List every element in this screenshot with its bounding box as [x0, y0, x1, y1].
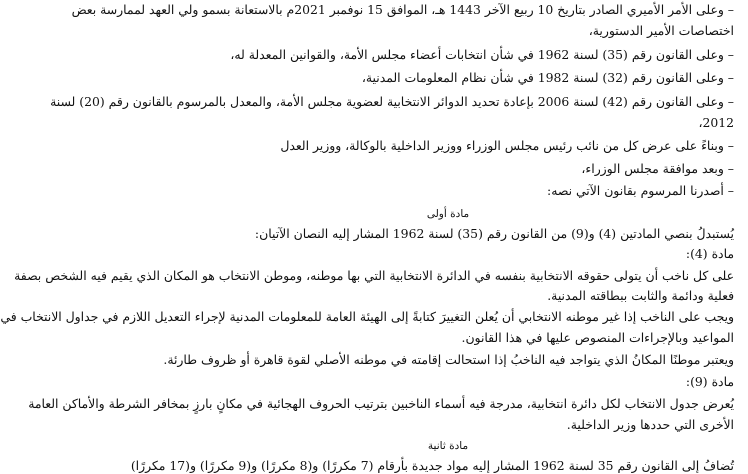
- article-label: مادة (9):: [685, 374, 734, 389]
- article-intro: يُستبدلُ بنصي المادتين (4) و(9) من القانون رقم (35) لسنة 1962 المشار إليه النصان الآتيان:: [254, 226, 734, 241]
- paragraph-line: الأخرى التي حددها وزير الداخلية.: [566, 417, 734, 432]
- preamble-line: – أصدرنا المرسوم بقانون الآتي نصه:: [547, 183, 734, 198]
- article-heading: مادة ثانية: [427, 440, 469, 452]
- paragraph-line: يُعرض جدول الانتخاب لكل دائرة انتخابية، مدرجة فيه أسماء الناخبين بترتيب الحروف الهجائية في مكانٍ بارزٍ بمخافر الشرطة والأماكن العامة: [28, 396, 734, 411]
- paragraph-line: المواعيد وبالإجراءات المنصوص عليها في هذا القانون.: [461, 330, 734, 345]
- article-label: مادة (4):: [685, 246, 734, 261]
- paragraph-line: فعلية ودائمة والثابت ببطاقته المدنية.: [547, 288, 734, 303]
- paragraph-line: ويجب على الناخب إذا غير موطنه الانتخابي أن يُعلن التغييرَ كتابةً إلى الهيئة العامة للمعلومات المدنية لإجراء التعديل اللازم في جداول الانتخاب في: [0, 309, 734, 324]
- article-heading: مادة أولى: [426, 208, 470, 220]
- preamble-line: 2012،: [698, 115, 734, 130]
- paragraph-line: ويعتبر موطنًا المكانُ الذي يتواجد فيه الناخبُ إذا استحالت إقامته في موطنه الأصلي لقوة قاهرة أو ظروف طارئة.: [163, 352, 734, 367]
- preamble-line: – وبناءً على عرض كل من نائب رئيس مجلس الوزراء ووزير الداخلية بالوكالة، ووزير العدل: [280, 138, 734, 153]
- preamble-line: اختصاصات الأمير الدستورية،: [588, 23, 734, 38]
- paragraph-line: تُضافُ إلى القانون رقم 35 لسنة 1962 المشار إليه مواد جديدة بأرقام (7 مكررًا) و(8 مكررًا) و(9 مكررًا) و(17 مكررًا): [130, 458, 734, 473]
- preamble-line: – وعلى القانون رقم (42) لسنة 2006 بإعادة تحديد الدوائر الانتخابية لعضوية مجلس الأمة، والمعدل بالمرسوم بالقانون رقم (20) لسنة: [50, 94, 734, 109]
- paragraph-line: على كل ناخب أن يتولى حقوقه الانتخابية بنفسه في الدائرة الانتخابية التي بها موطنه، وموطن الانتخاب هو المكان الذي يقيم فيه الشخص بصفة: [14, 268, 734, 283]
- preamble-line: – وعلى القانون رقم (35) لسنة 1962 في شأن انتخابات أعضاء مجلس الأمة، والقوانين المعدلة له،: [230, 47, 734, 62]
- preamble-line: – وعلى الأمر الأميري الصادر بتاريخ 10 ربيع الآخر 1443 هـ، الموافق 15 نوفمبر 2021م بالاستعانة بسمو ولي العهد لممارسة بعض: [71, 2, 734, 17]
- preamble-line: – وعلى القانون رقم (32) لسنة 1982 في شأن نظام المعلومات المدنية،: [361, 70, 734, 85]
- preamble-line: – وبعد موافقة مجلس الوزراء،: [581, 161, 734, 176]
